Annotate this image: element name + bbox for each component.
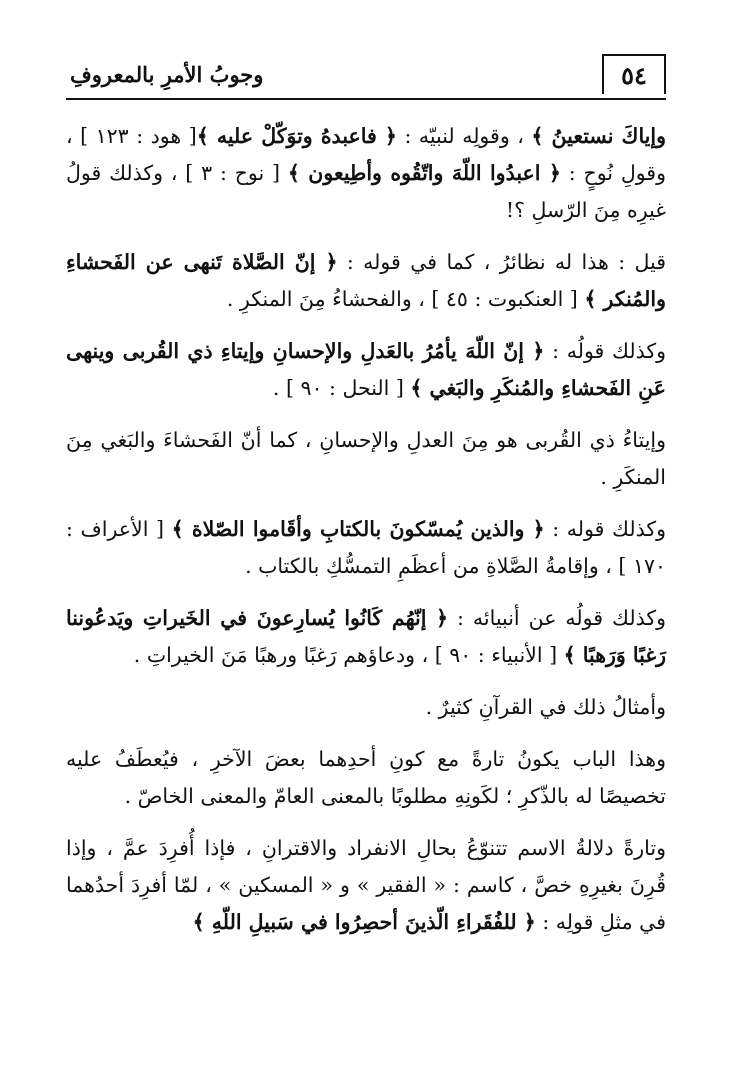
page-body	[66, 118, 666, 956]
quran-quote: ﴿ للفُقَراءِ الّذينَ أحصِرُوا في سَبيلِ اللّهِ ﴾	[192, 910, 536, 934]
paragraph	[66, 511, 666, 585]
page-header	[66, 50, 666, 100]
text-segment: [ العنكبوت : ٤٥ ] ، والفحشاءُ مِنَ المنكرِ .	[226, 287, 585, 311]
text-segment: [ نوح : ٣ ] ، وكذلك قولُ غيرِه مِنَ الرّسلِ ؟!	[66, 161, 666, 222]
quran-quote: ﴿ اعبدُوا اللّهَ واتّقُوه وأطِيعون ﴾	[287, 161, 561, 185]
paragraph	[66, 689, 666, 726]
quran-quote: ﴿ إنّ اللّهَ يأمُرُ بالعَدلِ والإحسانِ وإيتاءِ ذي القُربى وينهى عَنِ الفَحشاءِ والمُنكَرِ والبَغي ﴾	[66, 339, 666, 400]
paragraph	[66, 741, 666, 815]
text-segment: [ الأنبياء : ٩٠ ] ، ودعاؤهم رَغبًا ورهبًا مَنَ الخيراتِ .	[133, 643, 564, 667]
quran-quote: ﴿ إنّهُم كَانُوا يُسارِعونَ في الخَيراتِ ويَدعُوننا رَغبًا وَرَهبًا ﴾	[66, 606, 666, 667]
text-segment: وكذلك قولُه :	[544, 339, 666, 363]
header-rule	[66, 98, 666, 100]
paragraph	[66, 118, 666, 229]
text-segment: وكذلك قوله :	[544, 517, 666, 541]
text-segment: [ هود : ١٢٣ ] ، وقولِ نُوحٍ :	[66, 124, 667, 185]
running-title: وجوبُ الأمرِ بالمعروفِ	[70, 62, 264, 87]
paragraph	[66, 600, 666, 674]
text-segment: وتارةً دلالةُ الاسم تتنوّعُ بحالِ الانفراد والاقترانِ ، فإذا أُفرِدَ عمَّ ، وإذا قُرِنَ بغيرِهِ خصَّ ، كاسم : « الفقير » و « المسكين » ، لمّا أفرِدَ أحدُهما في مثلِ قولِه :	[66, 836, 666, 934]
text-segment: [ الأعراف : ١٧٠ ] ، وإقامةُ الصَّلاةِ من أعظَمِ التمسُّكِ بالكتاب .	[66, 517, 666, 578]
quran-quote: ﴿ والذين يُمسّكونَ بالكتابِ وأقَاموا الصّلاة ﴾	[171, 517, 545, 541]
quran-quote: وإياكَ نستعينُ ﴾	[531, 124, 666, 148]
paragraph	[66, 244, 666, 318]
paragraph	[66, 422, 666, 496]
text-segment: وكذلك قولُه عن أنبيائه :	[448, 606, 666, 630]
text-segment: ، وقولِه لنبيّه :	[396, 124, 532, 148]
quran-quote: ﴿ إنّ الصَّلاة تَنهى عن الفَحشاءِ والمُنكر ﴾	[66, 250, 666, 311]
page-number: ٥٤	[602, 54, 666, 94]
paragraph	[66, 333, 666, 407]
text-segment: وهذا الباب يكونُ تارةً مع كونِ أحدِهما بعضَ الآخرِ ، فيُعطَفُ عليه تخصيصًا له بالذّكرِ ؛ لكَونِهِ مطلوبًا بالمعنى العامّ والمعنى الخاصّ .	[66, 747, 666, 808]
text-segment: وإيتاءُ ذي القُربى هو مِنَ العدلِ والإحسانِ ، كما أنّ الفَحشاءَ والبَغي مِنَ المنكَرِ .	[66, 428, 666, 489]
quran-quote: ﴿ فاعبدهُ وتوَكّلْ عليه ﴾	[196, 124, 397, 148]
text-segment: [ النحل : ٩٠ ] .	[272, 376, 411, 400]
paragraph	[66, 830, 666, 941]
text-segment: وأمثالُ ذلك في القرآنِ كثيرٌ .	[425, 695, 666, 719]
text-segment: قيل : هذا له نظائرُ ، كما في قوله :	[337, 250, 667, 274]
